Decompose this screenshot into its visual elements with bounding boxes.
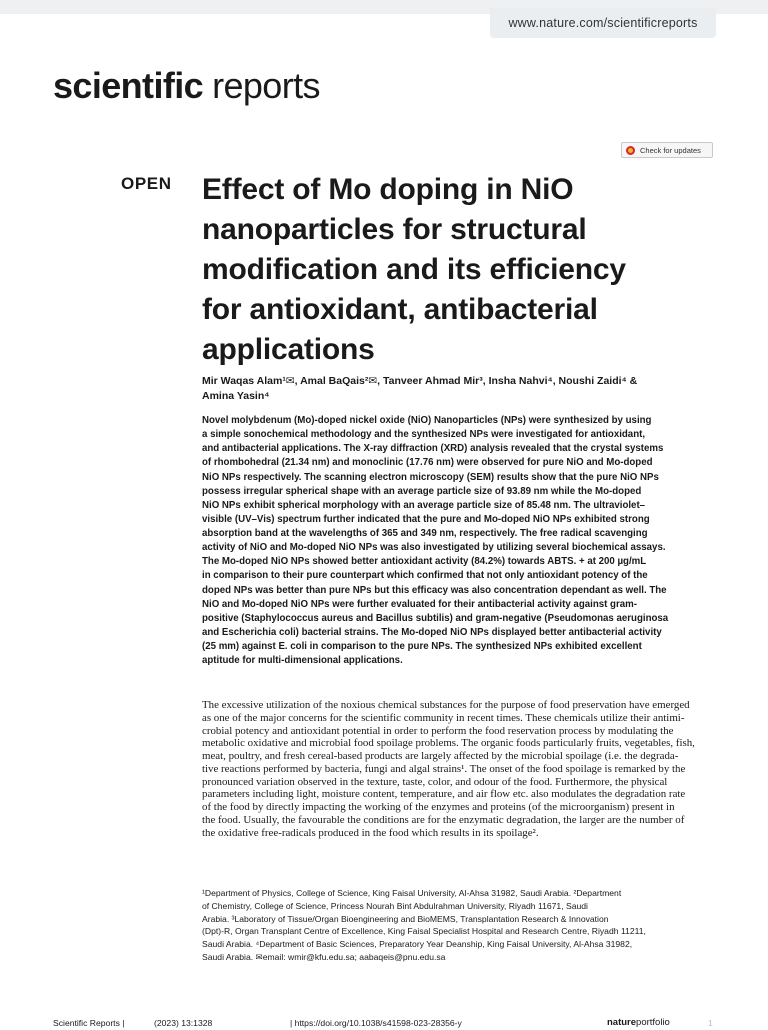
- affiliation-line: (Dpt)-R, Organ Transplant Centre of Excellence, King Faisal Specialist Hospital and Research Centre, Riyadh 11211,: [202, 926, 646, 937]
- body-line: The excessive utilization of the noxious chemical substances for the purpose of food preservation have emerged: [202, 699, 690, 711]
- abstract-line: doped NPs was better than pure NPs but this efficacy was also concentration dependant as well. The: [202, 584, 667, 596]
- body-line: meat, poultry, and fresh cereal-based products are largely affected by the microbial spoilage (i.e. the degrada-: [202, 750, 679, 762]
- affiliation-line: Saudi Arabia. ✉email: wmir@kfu.edu.sa; aabaqeis@pnu.edu.sa: [202, 951, 446, 962]
- journal-logo-light: reports: [212, 65, 320, 106]
- check-for-updates-label: Check for updates: [640, 145, 701, 155]
- body-line: pronounced variation observed in the texture, taste, color, and odour of the food. Furthermore, the physical: [202, 775, 668, 788]
- body-line: crobial potency and antioxidant potential in order to perform the food reservation process by modulating the: [202, 724, 674, 737]
- abstract-line: visible (UV–Vis) spectrum further indicated that the pure and Mo-doped NiO NPs exhibited strong: [202, 513, 650, 525]
- affiliation-line: Saudi Arabia. ⁴Department of Basic Sciences, Preparatory Year Deanship, King Faisal University, Al-Ahsa 31982,: [202, 939, 633, 950]
- body-paragraph: [202, 699, 717, 839]
- body-line: parameters including light, moisture content, temperature, and air flow etc. also modulates the degradation rate: [202, 788, 686, 801]
- author-line: Mir Waqas Alam¹✉, Amal BaQais²✉, Tanveer Ahmad Mir³, Insha Nahvi⁴, Noushi Zaidi⁴ &: [202, 375, 638, 387]
- abstract-line: Novel molybdenum (Mo)-doped nickel oxide (NiO) Nanoparticles (NPs) were synthesized by using: [202, 415, 652, 426]
- abstract-line: a simple sonochemical methodology and the synthesized NPs were investigated for antioxidant,: [202, 429, 646, 441]
- title-line: Effect of Mo doping in NiO: [202, 173, 574, 206]
- author-line: Amina Yasin⁴: [202, 390, 270, 402]
- affiliation-line: of Chemistry, College of Science, Princess Nourah Bint Abdulrahman University, Riyadh 11671, Saudi: [202, 900, 588, 911]
- body-line: of the food by directly impacting the working of the enzymes and proteins (of the microorganism) present in: [202, 801, 675, 813]
- author-list: [202, 374, 702, 404]
- journal-url-text: www.nature.com/scientificreports: [508, 16, 698, 30]
- brand-bold: nature: [607, 1017, 637, 1028]
- nature-portfolio-logo: [607, 1017, 670, 1028]
- abstract-line: possess irregular spherical shape with an average particle size of 93.89 nm while the Mo-doped: [202, 485, 642, 497]
- title-line: for antioxidant, antibacterial: [202, 293, 598, 326]
- abstract-line: in comparison to their pure counterpart which confirmed that not only antioxidant potency of the: [202, 570, 648, 582]
- title-line: applications: [202, 333, 375, 366]
- abstract-line: aptitude for multi-dimensional applications.: [202, 655, 403, 667]
- page-footer: [53, 1018, 713, 1030]
- abstract-line: of rhombohedral (21.34 nm) and monoclinic (17.76 nm) were observed for pure NiO and Mo-doped: [202, 457, 653, 469]
- abstract-line: NiO NPs respectively. The scanning electron microscopy (SEM) results show that the pure NiO NPs: [202, 471, 659, 483]
- journal-logo[interactable]: [53, 66, 320, 106]
- abstract-line: The Mo-doped NiO NPs showed better antioxidant activity (84.2%) towards ABTS. + at 200 µg/mL: [202, 556, 647, 568]
- abstract-line: and antibacterial applications. The X-ray diffraction (XRD) analysis revealed that the crystal systems: [202, 443, 664, 455]
- abstract-line: positive (Staphylococcus aureus and Bacillus subtilis) and gram-negative (Pseudomonas aeruginosa: [202, 612, 669, 624]
- open-access-label: OPEN: [121, 174, 172, 193]
- title-line: nanoparticles for structural: [202, 213, 587, 246]
- page-number: 1: [708, 1018, 713, 1028]
- crossmark-icon: [626, 146, 635, 155]
- abstract-line: NiO NPs exhibit spherical morphology with an average particle size of 85.48 nm. The ultraviolet–: [202, 499, 646, 511]
- abstract-line: and Escherichia coli) bacterial strains. The Mo-doped NiO NPs displayed better antibacterial activity: [202, 626, 662, 638]
- body-line: the food. Usually, the favourable the conditions are for the enzymatic degradation, the larger are the number of: [202, 813, 685, 826]
- body-line: the oxidative free-radicals produced in the food which results in its spoilage².: [202, 826, 539, 839]
- abstract-line: NiO and Mo-doped NiO NPs were further evaluated for their antibacterial activity against gram-: [202, 598, 637, 610]
- body-line: as one of the major concerns for the scientific community in recent times. These chemicals utilize their antimi-: [202, 711, 685, 724]
- article-title: [202, 170, 702, 370]
- footer-year-volume: (2023) 13:1328: [154, 1018, 213, 1028]
- check-for-updates-button[interactable]: [621, 142, 713, 158]
- journal-url-link[interactable]: [490, 8, 716, 38]
- affiliation-line: ¹Department of Physics, College of Science, King Faisal University, Al-Ahsa 31982, Saudi Arabia. ²Department: [202, 888, 622, 898]
- body-line: metabolic oxidative and microbial food spoilage problems. The organic foods particularly fruits, vegetables, fish,: [202, 737, 695, 750]
- body-line: tive reactions performed by bacteria, fungi and algal strains¹. The onset of the food spoilage is remarked by the: [202, 762, 686, 775]
- brand-light: portfolio: [636, 1017, 670, 1028]
- affiliations: [202, 887, 717, 964]
- abstract-line: absorption band at the wavelengths of 365 and 349 nm, respectively. The free radical scavenging: [202, 528, 648, 539]
- abstract: [202, 414, 712, 668]
- footer-journal: Scientific Reports |: [53, 1018, 125, 1028]
- title-line: modification and its efficiency: [202, 253, 626, 286]
- journal-logo-bold: scientific: [53, 65, 204, 106]
- abstract-line: (25 mm) against E. coli in comparison to the pure NPs. The synthesized NPs exhibited excellent: [202, 641, 642, 652]
- footer-doi-link[interactable]: | https://doi.org/10.1038/s41598-023-28356-y: [290, 1018, 462, 1028]
- abstract-line: activity of NiO and Mo-doped NiO NPs was also investigated by utilizing several biochemical assays.: [202, 542, 666, 554]
- affiliation-line: Arabia. ³Laboratory of Tissue/Organ Bioengineering and BioMEMS, Transplantation Research & Innovation: [202, 913, 609, 924]
